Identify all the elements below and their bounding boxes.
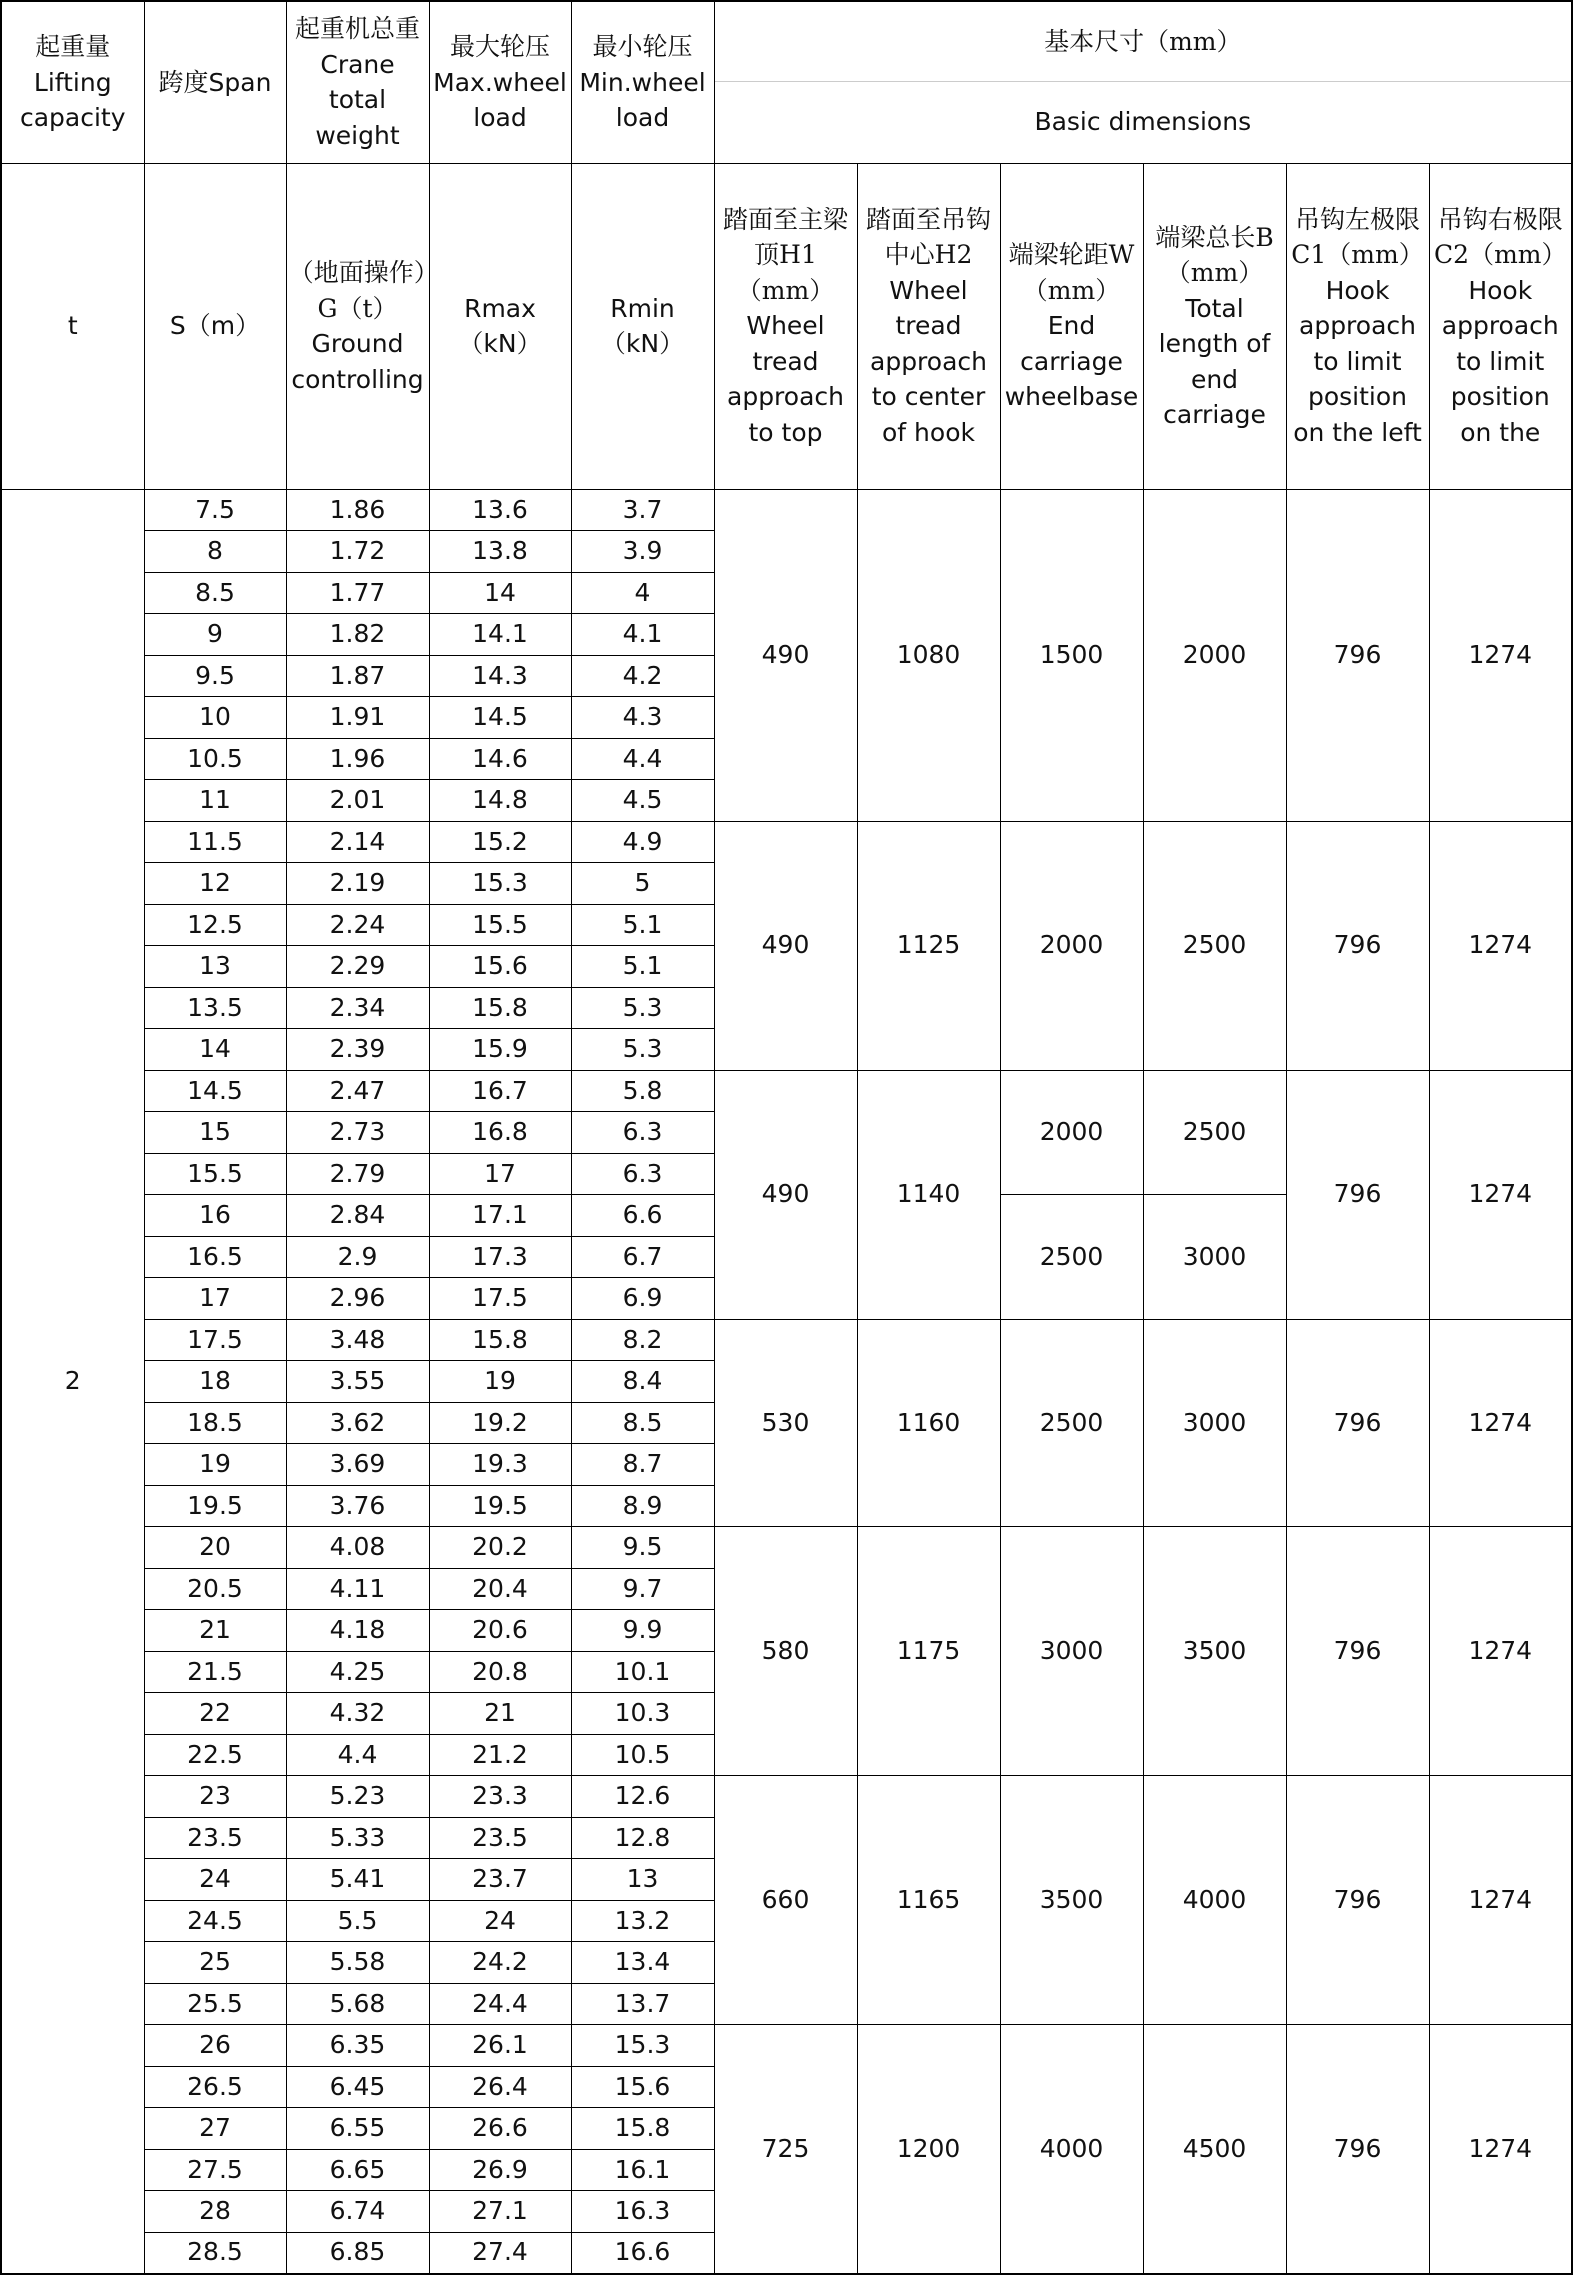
rmax-cell: 20.2 [429,1527,571,1569]
rmax-cell: 27.4 [429,2232,571,2274]
span-cell: 18.5 [144,1402,286,1444]
rmin-cell: 9.5 [571,1527,714,1569]
rmin-cell: 16.1 [571,2149,714,2191]
weight-cell: 2.19 [286,863,429,905]
span-cell: 21 [144,1610,286,1652]
b-cell: 2500 [1143,821,1286,1070]
rmax-cell: 19 [429,1361,571,1403]
span-cell: 20 [144,1527,286,1569]
rmax-cell: 19.2 [429,1402,571,1444]
rmin-cell: 4.1 [571,614,714,656]
c2-cell: 1274 [1429,1527,1572,1776]
rmax-cell: 14.3 [429,655,571,697]
rmin-cell: 5.3 [571,1029,714,1071]
rmin-cell: 6.9 [571,1278,714,1320]
c2-cell: 1274 [1429,489,1572,821]
rmax-cell: 26.9 [429,2149,571,2191]
rmax-cell: 17.5 [429,1278,571,1320]
span-cell: 18 [144,1361,286,1403]
h2-cell: 1160 [857,1319,1000,1527]
rmax-cell: 24 [429,1900,571,1942]
rmax-cell: 17.1 [429,1195,571,1237]
weight-cell: 4.25 [286,1651,429,1693]
weight-cell: 2.01 [286,780,429,822]
span-cell: 28.5 [144,2232,286,2274]
span-cell: 17.5 [144,1319,286,1361]
b-cell: 3000 [1143,1319,1286,1527]
w-cell: 2000 [1000,821,1143,1070]
header-lifting-capacity: 起重量 Lifting capacity [1,1,144,163]
rmin-cell: 8.7 [571,1444,714,1486]
rmin-cell: 12.6 [571,1776,714,1818]
h1-cell: 725 [714,2025,857,2274]
rmin-cell: 8.9 [571,1485,714,1527]
span-cell: 25 [144,1942,286,1984]
rmin-cell: 3.9 [571,531,714,573]
c1-cell: 796 [1286,2025,1429,2274]
rmax-cell: 14 [429,572,571,614]
rmax-cell: 19.3 [429,1444,571,1486]
rmax-cell: 20.8 [429,1651,571,1693]
weight-cell: 2.79 [286,1153,429,1195]
weight-cell: 1.91 [286,697,429,739]
rmax-cell: 14.6 [429,738,571,780]
span-cell: 27 [144,2108,286,2150]
rmin-cell: 13.4 [571,1942,714,1984]
weight-cell: 2.34 [286,987,429,1029]
rmax-cell: 13.8 [429,531,571,573]
rmax-cell: 17 [429,1153,571,1195]
span-cell: 24 [144,1859,286,1901]
c1-cell: 796 [1286,821,1429,1070]
rmax-cell: 19.5 [429,1485,571,1527]
table-row [1,1776,1572,1818]
rmin-cell: 13 [571,1859,714,1901]
weight-cell: 3.76 [286,1485,429,1527]
weight-cell: 6.65 [286,2149,429,2191]
w-cell: 4000 [1000,2025,1143,2274]
rmin-cell: 13.7 [571,1983,714,2025]
span-cell: 28 [144,2191,286,2233]
subheader-c1: 吊钩左极限C1（mm） Hook approach to limit position on the left [1286,163,1429,489]
b-cell: 3000 [1143,1195,1286,1320]
weight-cell: 5.58 [286,1942,429,1984]
subheader-capacity-unit: t [1,163,144,489]
header-basic-dimensions-en: Basic dimensions [714,81,1572,163]
h1-cell: 490 [714,489,857,821]
c1-cell: 796 [1286,1319,1429,1527]
rmax-cell: 26.6 [429,2108,571,2150]
rmin-cell: 15.6 [571,2066,714,2108]
rmin-cell: 4 [571,572,714,614]
rmax-cell: 14.1 [429,614,571,656]
rmax-cell: 16.8 [429,1112,571,1154]
h1-cell: 660 [714,1776,857,2025]
rmax-cell: 23.5 [429,1817,571,1859]
weight-cell: 1.87 [286,655,429,697]
rmin-cell: 6.6 [571,1195,714,1237]
c2-cell: 1274 [1429,2025,1572,2274]
weight-cell: 2.24 [286,904,429,946]
rmin-cell: 6.7 [571,1236,714,1278]
span-cell: 13 [144,946,286,988]
weight-cell: 3.62 [286,1402,429,1444]
weight-cell: 3.69 [286,1444,429,1486]
weight-cell: 4.18 [286,1610,429,1652]
rmin-cell: 5 [571,863,714,905]
span-cell: 12 [144,863,286,905]
span-cell: 16 [144,1195,286,1237]
span-cell: 7.5 [144,489,286,531]
table-body [1,1,1572,2274]
rmin-cell: 6.3 [571,1153,714,1195]
rmin-cell: 4.3 [571,697,714,739]
span-cell: 25.5 [144,1983,286,2025]
rmax-cell: 14.5 [429,697,571,739]
span-cell: 19.5 [144,1485,286,1527]
weight-cell: 5.23 [286,1776,429,1818]
rmin-cell: 4.5 [571,780,714,822]
capacity-cell: 2 [1,489,144,2274]
c1-cell: 796 [1286,489,1429,821]
weight-cell: 6.45 [286,2066,429,2108]
weight-cell: 2.39 [286,1029,429,1071]
weight-cell: 2.47 [286,1070,429,1112]
weight-cell: 3.55 [286,1361,429,1403]
weight-cell: 2.14 [286,821,429,863]
table-row [1,489,1572,531]
h2-cell: 1080 [857,489,1000,821]
rmax-cell: 15.3 [429,863,571,905]
weight-cell: 6.74 [286,2191,429,2233]
w-cell: 2000 [1000,1070,1143,1195]
span-cell: 26.5 [144,2066,286,2108]
subheader-weight: （地面操作）G（t） Ground controlling [286,163,429,489]
span-cell: 21.5 [144,1651,286,1693]
rmin-cell: 4.4 [571,738,714,780]
weight-cell: 2.29 [286,946,429,988]
span-cell: 26 [144,2025,286,2067]
weight-cell: 2.73 [286,1112,429,1154]
rmin-cell: 10.5 [571,1734,714,1776]
weight-cell: 2.96 [286,1278,429,1320]
span-cell: 27.5 [144,2149,286,2191]
rmin-cell: 4.9 [571,821,714,863]
rmax-cell: 26.4 [429,2066,571,2108]
rmax-cell: 15.6 [429,946,571,988]
b-cell: 4000 [1143,1776,1286,2025]
table-row [1,1070,1572,1112]
c2-cell: 1274 [1429,1070,1572,1319]
header-min-wheel-load: 最小轮压 Min.wheel load [571,1,714,163]
weight-cell: 1.77 [286,572,429,614]
weight-cell: 6.35 [286,2025,429,2067]
span-cell: 11 [144,780,286,822]
weight-cell: 5.33 [286,1817,429,1859]
weight-cell: 1.96 [286,738,429,780]
span-cell: 23.5 [144,1817,286,1859]
span-cell: 16.5 [144,1236,286,1278]
b-cell: 2000 [1143,489,1286,821]
subheader-span-unit: S（m） [144,163,286,489]
rmax-cell: 26.1 [429,2025,571,2067]
span-cell: 10 [144,697,286,739]
header-row-1 [1,1,1572,81]
rmax-cell: 15.8 [429,987,571,1029]
rmax-cell: 21.2 [429,1734,571,1776]
rmin-cell: 5.1 [571,904,714,946]
rmin-cell: 5.8 [571,1070,714,1112]
w-cell: 3000 [1000,1527,1143,1776]
span-cell: 14.5 [144,1070,286,1112]
h2-cell: 1165 [857,1776,1000,2025]
rmin-cell: 8.2 [571,1319,714,1361]
span-cell: 8.5 [144,572,286,614]
weight-cell: 4.4 [286,1734,429,1776]
span-cell: 8 [144,531,286,573]
header-total-weight: 起重机总重 Crane total weight [286,1,429,163]
subheader-w: 端梁轮距W（mm） End carriage wheelbase [1000,163,1143,489]
subheader-rmax: Rmax （kN） [429,163,571,489]
rmax-cell: 27.1 [429,2191,571,2233]
rmin-cell: 15.8 [571,2108,714,2150]
weight-cell: 4.08 [286,1527,429,1569]
rmax-cell: 15.5 [429,904,571,946]
rmax-cell: 14.8 [429,780,571,822]
w-cell: 2500 [1000,1319,1143,1527]
span-cell: 22.5 [144,1734,286,1776]
rmin-cell: 9.9 [571,1610,714,1652]
span-cell: 14 [144,1029,286,1071]
rmax-cell: 23.3 [429,1776,571,1818]
rmax-cell: 23.7 [429,1859,571,1901]
rmax-cell: 17.3 [429,1236,571,1278]
span-cell: 13.5 [144,987,286,1029]
table-row [1,2025,1572,2067]
h2-cell: 1200 [857,2025,1000,2274]
rmin-cell: 10.3 [571,1693,714,1735]
subheader-b: 端梁总长B（mm） Total length of end carriage [1143,163,1286,489]
rmin-cell: 16.3 [571,2191,714,2233]
weight-cell: 6.85 [286,2232,429,2274]
subheader-h2: 踏面至吊钩中心H2 Wheel tread approach to center of hook [857,163,1000,489]
rmin-cell: 6.3 [571,1112,714,1154]
subheader-c2: 吊钩右极限C2（mm） Hook approach to limit position on the [1429,163,1572,489]
span-cell: 12.5 [144,904,286,946]
table-row [1,1527,1572,1569]
h1-cell: 490 [714,1070,857,1319]
rmax-cell: 15.9 [429,1029,571,1071]
rmin-cell: 5.1 [571,946,714,988]
h2-cell: 1125 [857,821,1000,1070]
rmin-cell: 16.6 [571,2232,714,2274]
span-cell: 10.5 [144,738,286,780]
c1-cell: 796 [1286,1070,1429,1319]
w-cell: 1500 [1000,489,1143,821]
h2-cell: 1175 [857,1527,1000,1776]
rmin-cell: 3.7 [571,489,714,531]
b-cell: 2500 [1143,1070,1286,1195]
weight-cell: 4.11 [286,1568,429,1610]
weight-cell: 2.9 [286,1236,429,1278]
rmin-cell: 4.2 [571,655,714,697]
h1-cell: 580 [714,1527,857,1776]
rmax-cell: 24.4 [429,1983,571,2025]
rmax-cell: 21 [429,1693,571,1735]
c2-cell: 1274 [1429,821,1572,1070]
weight-cell: 1.86 [286,489,429,531]
rmax-cell: 15.2 [429,821,571,863]
c1-cell: 796 [1286,1776,1429,2025]
span-cell: 15 [144,1112,286,1154]
rmin-cell: 5.3 [571,987,714,1029]
weight-cell: 1.72 [286,531,429,573]
rmax-cell: 20.6 [429,1610,571,1652]
c2-cell: 1274 [1429,1776,1572,2025]
rmin-cell: 8.4 [571,1361,714,1403]
rmax-cell: 13.6 [429,489,571,531]
weight-cell: 4.32 [286,1693,429,1735]
span-cell: 24.5 [144,1900,286,1942]
span-cell: 17 [144,1278,286,1320]
c1-cell: 796 [1286,1527,1429,1776]
span-cell: 19 [144,1444,286,1486]
rmax-cell: 24.2 [429,1942,571,1984]
subheader-row [1,163,1572,489]
span-cell: 9.5 [144,655,286,697]
subheader-h1: 踏面至主梁顶H1（mm） Wheel tread approach to top [714,163,857,489]
w-cell: 3500 [1000,1776,1143,2025]
rmin-cell: 12.8 [571,1817,714,1859]
weight-cell: 1.82 [286,614,429,656]
weight-cell: 3.48 [286,1319,429,1361]
rmax-cell: 15.8 [429,1319,571,1361]
rmin-cell: 8.5 [571,1402,714,1444]
weight-cell: 5.68 [286,1983,429,2025]
weight-cell: 6.55 [286,2108,429,2150]
weight-cell: 5.41 [286,1859,429,1901]
span-cell: 9 [144,614,286,656]
b-cell: 3500 [1143,1527,1286,1776]
rmin-cell: 15.3 [571,2025,714,2067]
table-row [1,1319,1572,1361]
h1-cell: 490 [714,821,857,1070]
span-cell: 20.5 [144,1568,286,1610]
weight-cell: 5.5 [286,1900,429,1942]
b-cell: 4500 [1143,2025,1286,2274]
header-span: 跨度Span [144,1,286,163]
h2-cell: 1140 [857,1070,1000,1319]
c2-cell: 1274 [1429,1319,1572,1527]
rmin-cell: 9.7 [571,1568,714,1610]
subheader-rmin: Rmin （kN） [571,163,714,489]
rmin-cell: 13.2 [571,1900,714,1942]
span-cell: 11.5 [144,821,286,863]
rmax-cell: 20.4 [429,1568,571,1610]
table-row [1,821,1572,863]
rmin-cell: 10.1 [571,1651,714,1693]
span-cell: 22 [144,1693,286,1735]
span-cell: 23 [144,1776,286,1818]
header-basic-dimensions-zh: 基本尺寸（mm） [714,1,1572,81]
w-cell: 2500 [1000,1195,1143,1320]
h1-cell: 530 [714,1319,857,1527]
rmax-cell: 16.7 [429,1070,571,1112]
header-max-wheel-load: 最大轮压 Max.wheel load [429,1,571,163]
weight-cell: 2.84 [286,1195,429,1237]
span-cell: 15.5 [144,1153,286,1195]
